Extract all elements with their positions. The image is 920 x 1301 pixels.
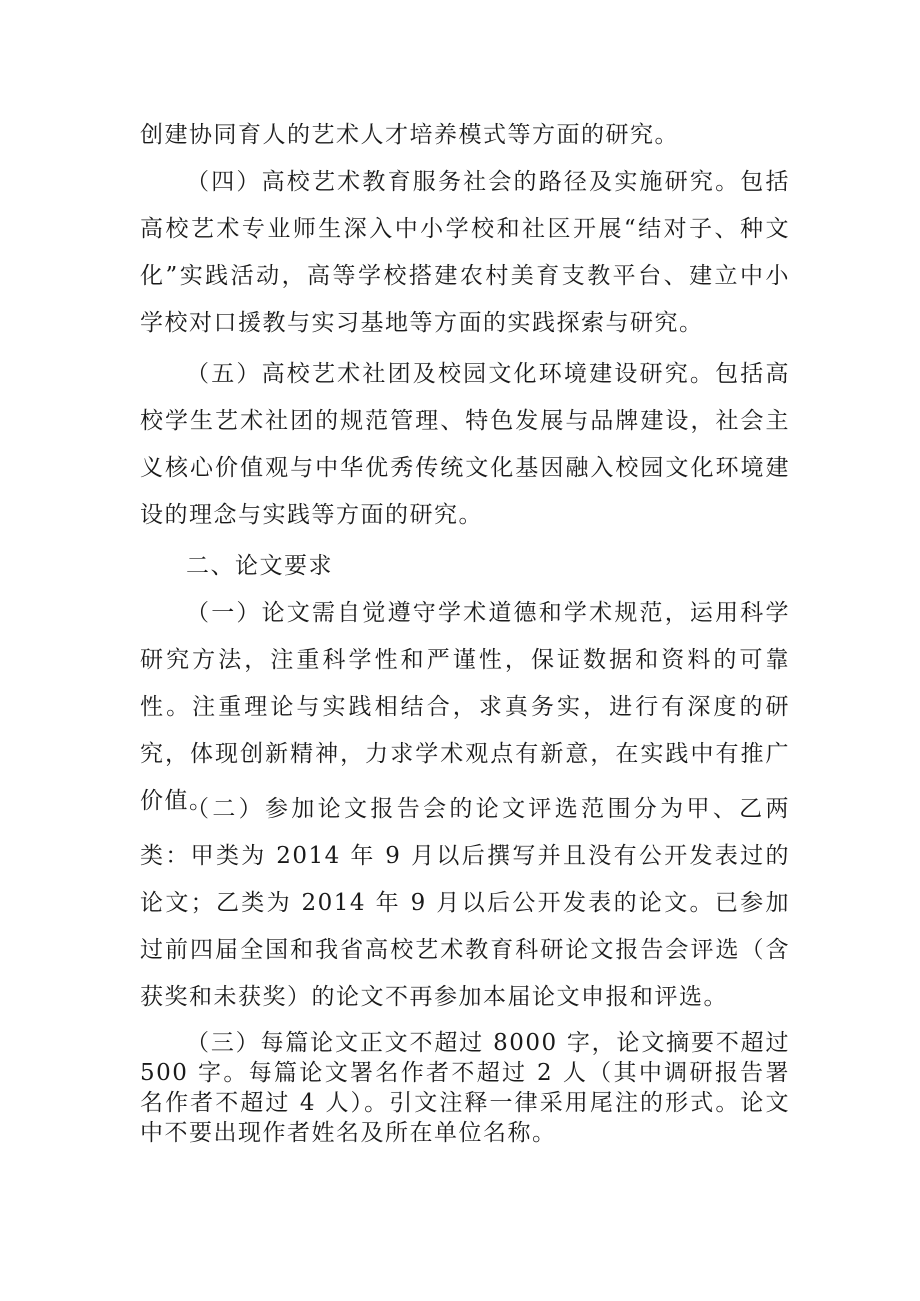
heading-paper-requirements: 二、论文要求	[186, 553, 333, 579]
paragraph-requirement-two: （二）参加论文报告会的论文评选范围分为甲、乙两类：甲类为 2014 年 9 月以后撰写并且没有公开发表过的论文；乙类为 2014 年 9 月以后公开发表的论文。已参加过前四届全国和我省高校艺术教育科研论文报告会评选（含获奖和未获奖）的论文不再参加本届论文申报和评选。	[140, 796, 790, 1010]
paragraph-continuation: 创建协同育人的艺术人才培养模式等方面的研究。	[140, 122, 679, 148]
paragraph-requirement-three: （三）每篇论文正文不超过 8000 字，论文摘要不超过 500 字。每篇论文署名作者不超过 2 人（其中调研报告署名作者不超过 4 人）。引文注释一律采用尾注的形式。论文中不要出现作者姓名及所在单位名称。	[140, 1030, 790, 1146]
paragraph-section-four: （四）高校艺术教育服务社会的路径及实施研究。包括高校艺术专业师生深入中小学校和社区开展“结对子、种文化”实践活动，高等学校搭建农村美育支教平台、建立中小学校对口援教与实习基地等方面的实践探索与研究。	[140, 169, 790, 336]
paragraph-section-five: （五）高校艺术社团及校园文化环境建设研究。包括高校学生艺术社团的规范管理、特色发展与品牌建设，社会主义核心价值观与中华优秀传统文化基因融入校园文化环境建设的理念与实践等方面的研究。	[140, 361, 790, 528]
paragraph-requirement-one: （一）论文需自觉遵守学术道德和学术规范，运用科学研究方法，注重科学性和严谨性，保证数据和资料的可靠性。注重理论与实践相结合，求真务实，进行有深度的研究，体现创新精神，力求学术观点有新意，在实践中有推广价值。	[140, 600, 790, 814]
